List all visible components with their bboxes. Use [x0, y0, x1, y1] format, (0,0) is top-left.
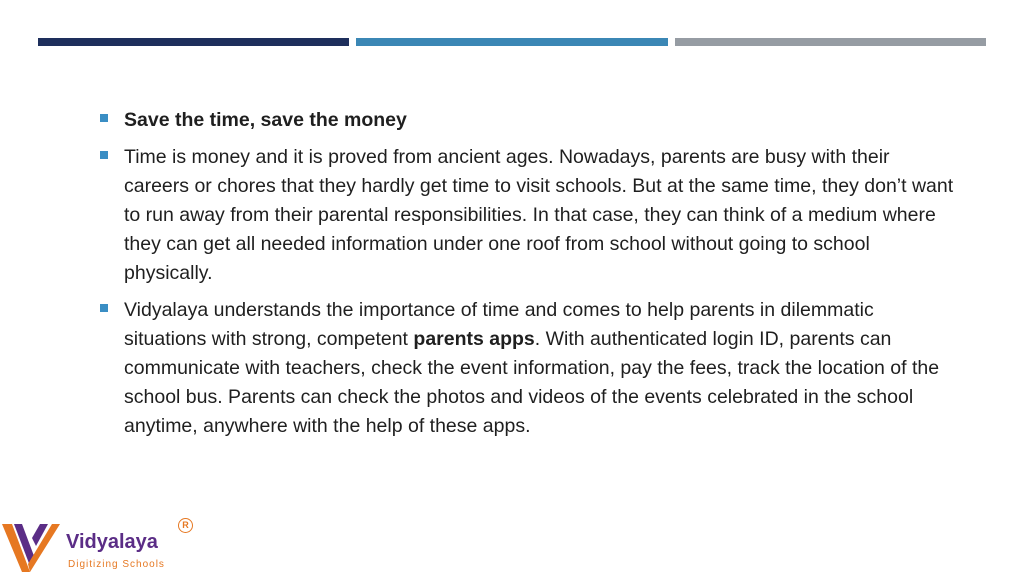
bold-text: Save the time, save the money — [124, 109, 407, 131]
body-text: Vidyalaya understands the importance of time and comes to help parents in dilemmatic situations with strong, competent — [124, 299, 874, 350]
logo-name: Vidyalaya — [66, 531, 158, 553]
bullet-item — [100, 296, 960, 441]
logo-tagline: Digitizing Schools — [68, 559, 165, 570]
square-bullet-icon — [100, 304, 108, 312]
square-bullet-icon — [100, 114, 108, 122]
bullet-list — [100, 106, 960, 449]
header-bar-gray — [675, 38, 986, 46]
bullet-text — [124, 296, 954, 441]
body-text: . With authenticated login ID, parents can communicate with teachers, check the event information, pay the fees, track the location of the school bus. Parents can check the photos and videos of the events celebrated in the school anytime, anywhere with the help of these apps. — [124, 328, 940, 437]
header-color-bars — [38, 38, 986, 46]
header-bar-blue — [356, 38, 667, 46]
bullet-text — [124, 106, 954, 135]
registered-mark: R — [178, 518, 193, 533]
square-bullet-icon — [100, 151, 108, 159]
bullet-text — [124, 143, 954, 288]
body-text: Time is money and it is proved from ancient ages. Nowadays, parents are busy with their careers or chores that they hardly get time to visit schools. But at the same time, they don’t want to run away from their parental responsibilities. In that case, they can think of a medium where they can get all needed information under one roof from school without going to school physically. — [124, 146, 954, 284]
bold-text: parents apps — [413, 328, 535, 350]
header-bar-navy — [38, 38, 349, 46]
bullet-item — [100, 106, 960, 135]
bullet-item — [100, 143, 960, 288]
